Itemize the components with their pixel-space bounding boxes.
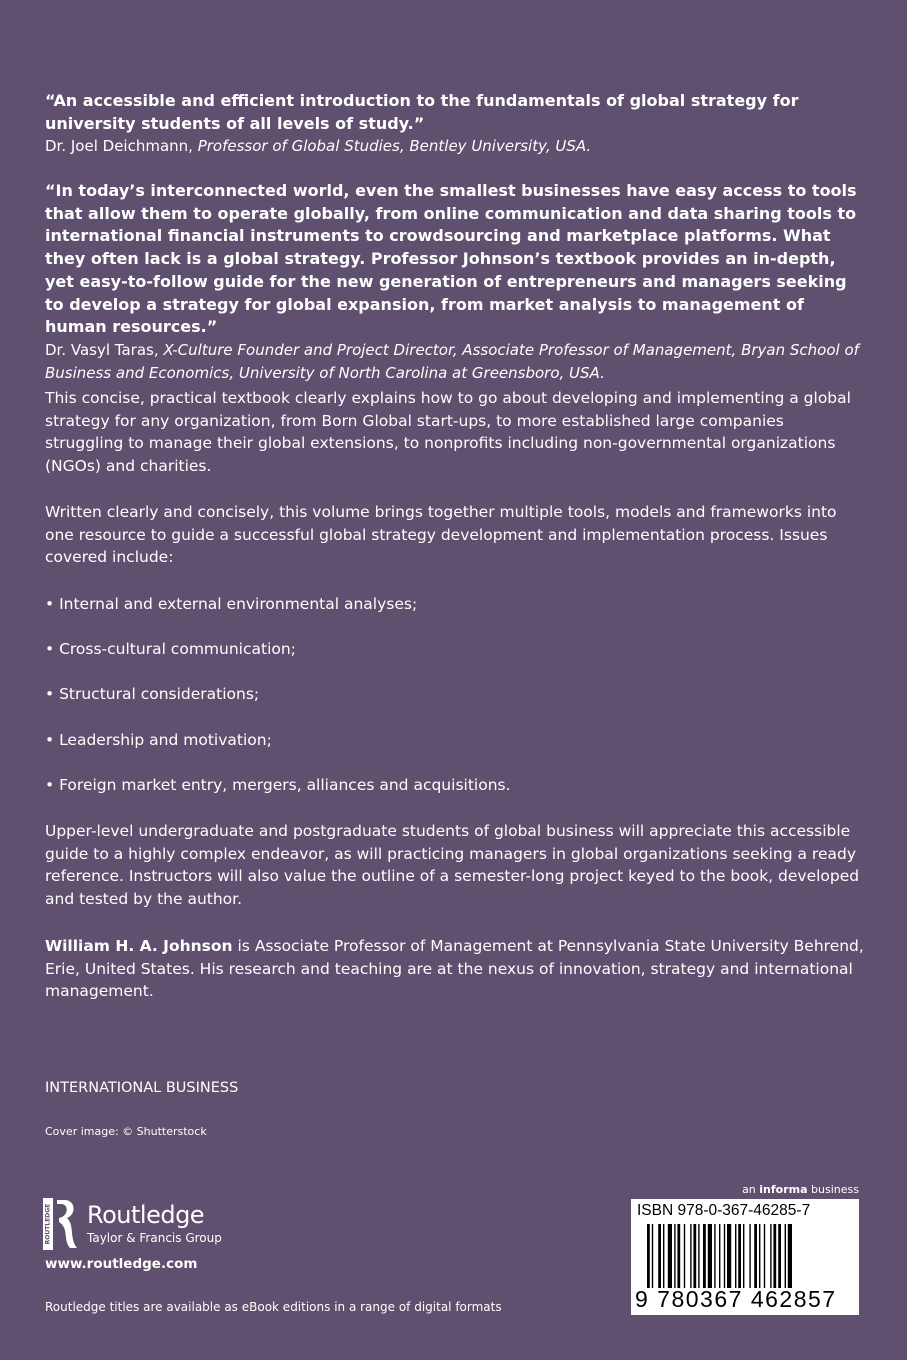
bullet-item: • Cross-cultural communication; bbox=[45, 640, 296, 658]
bullet-item: • Structural considerations; bbox=[45, 685, 260, 703]
bullet-item: • Foreign market entry, mergers, alliances and acquisitions. bbox=[45, 776, 511, 794]
quote-author-role: Professor of Global Studies, Bentley University, USA. bbox=[197, 137, 592, 156]
review-quote-2 bbox=[45, 180, 865, 384]
informa-prefix: an bbox=[742, 1183, 760, 1196]
quote-text: “In today’s interconnected world, even the smallest businesses have easy access to tools that allow them to operate globally, from online communication and data sharing tools to international financial instruments to crowdsourcing and marketplace platforms. What they often lack is a global strategy. Professor Johnson’s textbook provides an in-depth, yet easy-to-follow guide for the new generation of entrepreneurs and managers seeking to develop a strategy for global expansion, from market analysis to management of human resources.” bbox=[45, 181, 857, 337]
routledge-logo bbox=[43, 1198, 263, 1254]
logo-side-text: ROUTLEDGE bbox=[44, 1203, 52, 1245]
author-bio bbox=[45, 935, 865, 1003]
bullet-item: • Internal and external environmental analyses; bbox=[45, 595, 418, 613]
quote-author-role: X-Culture Founder and Project Director, Associate Professor of Management, Bryan School of Business and Economics, University of North Carolina at Greensboro, USA. bbox=[45, 340, 859, 382]
subject-category: INTERNATIONAL BUSINESS bbox=[45, 1080, 239, 1096]
cover-credit: Cover image: © Shutterstock bbox=[45, 1125, 207, 1138]
publisher-name: Routledge bbox=[87, 1201, 205, 1229]
bullet-item: • Leadership and motivation; bbox=[45, 731, 272, 749]
description-paragraph-1: This concise, practical textbook clearly explains how to go about developing and implementing a global strategy for any organization, from Born Global start-ups, to more established large companies struggling to manage their global extensions, to nonprofits including non-governmental organizations (NGOs) and charities. bbox=[45, 389, 851, 476]
ebook-note: Routledge titles are available as eBook editions in a range of digital formats bbox=[45, 1300, 502, 1314]
barcode-digits: 9 780367 462857 bbox=[635, 1286, 837, 1312]
routledge-logo-icon bbox=[43, 1198, 79, 1250]
informa-suffix: business bbox=[807, 1183, 859, 1196]
quote-author: Dr. Vasyl Taras, bbox=[45, 340, 164, 359]
quote-author: Dr. Joel Deichmann, bbox=[45, 137, 198, 156]
publisher-group: Taylor & Francis Group bbox=[87, 1231, 222, 1245]
isbn-barcode bbox=[631, 1199, 859, 1315]
isbn-label: ISBN 978-0-367-46285-7 bbox=[637, 1202, 811, 1219]
description-paragraph-2: Written clearly and concisely, this volume brings together multiple tools, models and frameworks into one resource to guide a successful global strategy development and implementation process. Issues covered include: bbox=[45, 503, 837, 567]
review-quote-1 bbox=[45, 90, 865, 158]
quote-text: “An accessible and efficient introduction to the fundamentals of global strategy for university students of all levels of study.” bbox=[45, 91, 799, 133]
informa-brand: informa bbox=[759, 1183, 808, 1196]
author-name: William H. A. Johnson bbox=[45, 937, 233, 955]
quote-attribution bbox=[45, 339, 865, 384]
informa-tagline bbox=[742, 1183, 859, 1196]
publisher-website: www.routledge.com bbox=[45, 1256, 198, 1272]
author-bio-text: is Associate Professor of Management at Pennsylvania State University Behrend, Erie, United States. His research and teaching are at the nexus of innovation, strategy and international management. bbox=[45, 937, 864, 1001]
barcode-bars bbox=[647, 1224, 847, 1288]
quote-attribution bbox=[45, 135, 865, 158]
audience-paragraph: Upper-level undergraduate and postgraduate students of global business will appreciate this accessible guide to a highly complex endeavor, as will practicing managers in global organizations seeking a ready reference. Instructors will also value the outline of a semester-long project keyed to the book, developed and tested by the author. bbox=[45, 822, 860, 909]
